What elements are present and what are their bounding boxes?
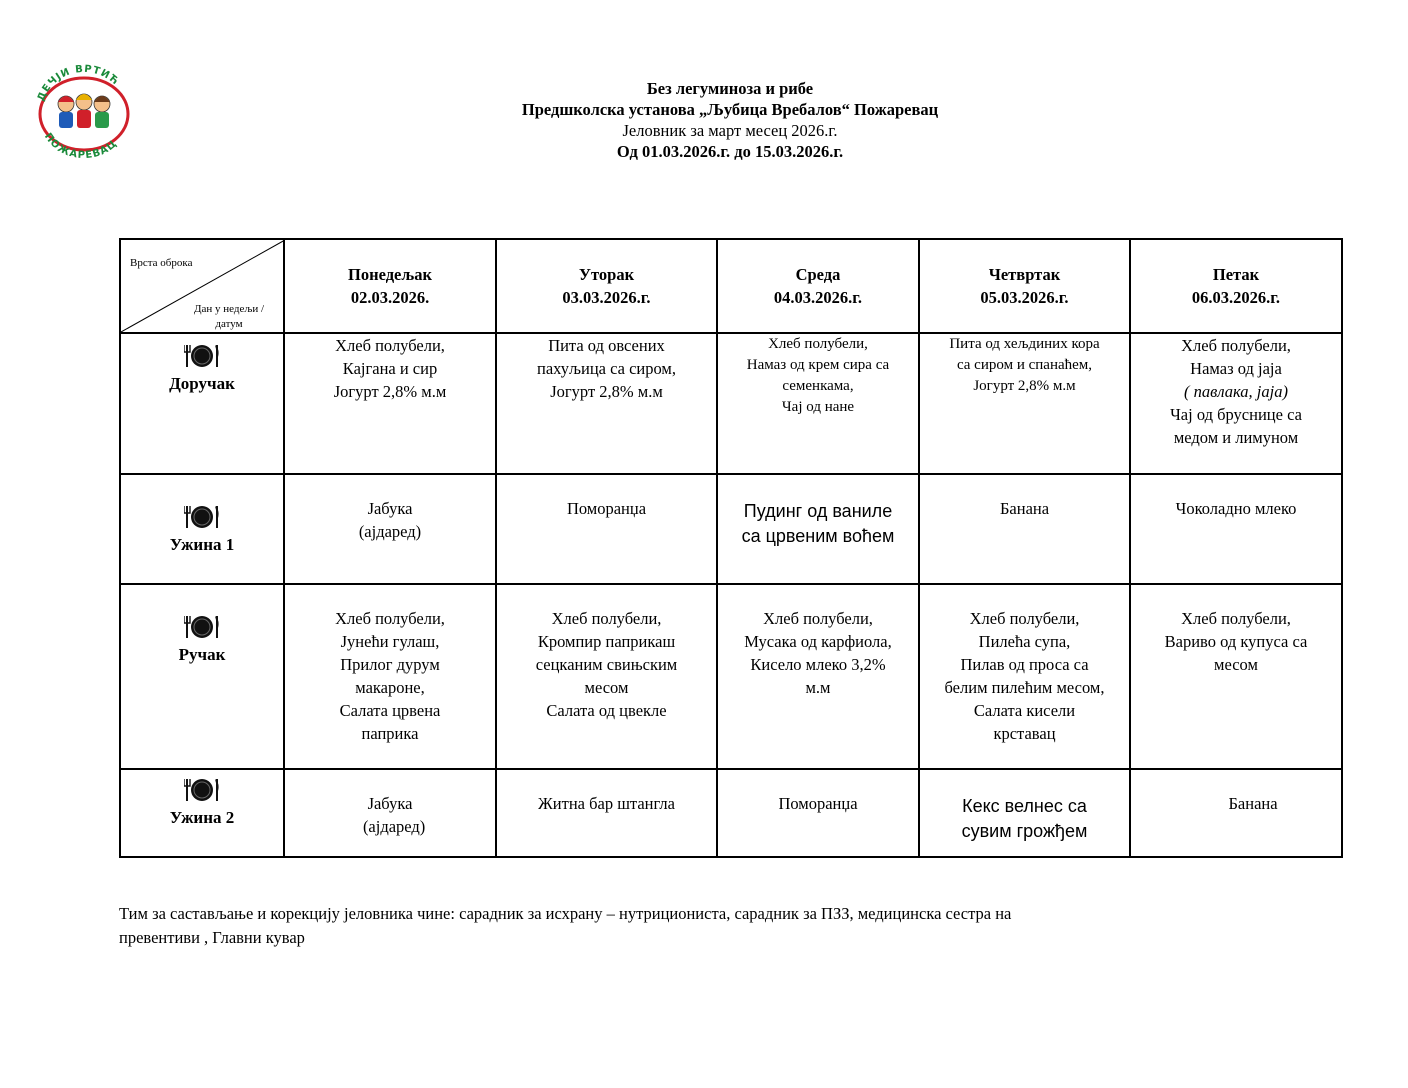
menu-item: сувим грожђем [961,821,1088,841]
menu-item: (ајдаред) [354,817,426,836]
meal-label-cell [120,584,284,769]
menu-item: макароне, [355,678,425,697]
menu-item: Поморанџа [778,794,858,813]
meal-name: Ужина 1 [169,535,235,554]
menu-item: Поморанџа [566,499,647,518]
menu-item: сецканим свињским [535,655,678,674]
day-header [284,239,496,333]
plate-cutlery-icon [184,342,220,370]
day-header [496,239,717,333]
meal-row-breakfast [120,333,1342,474]
kindergarten-logo [28,62,140,160]
menu-item: Салата од цвекле [546,701,667,720]
menu-item: (ајдаред) [358,522,422,541]
menu-item: Хлеб полубели, [1181,609,1291,628]
menu-item: Пудинг од ваниле [743,501,893,521]
menu-item: паприка [361,724,419,743]
menu-item: Чај од бруснице са [1170,405,1302,424]
day-date: 05.03.2026.г. [980,288,1069,307]
document-header [300,78,1160,162]
menu-item: пахуљица са сиром, [536,359,676,378]
logo-bottom-text: ПОЖАРЕВАЦ [41,131,120,160]
day-header [717,239,919,333]
menu-item: Кисело млеко 3,2% [750,655,886,674]
menu-item: Вариво од купуса са [1164,632,1308,651]
plate-cutlery-icon [184,776,220,804]
menu-item: Хлеб полубели, [969,609,1080,628]
corner-cell [120,239,284,333]
plate-cutlery-icon [184,503,220,531]
menu-item: Јабука [367,499,413,518]
menu-item: Мусака од карфиола, [744,632,892,651]
day-name: Понедељак [348,265,432,284]
day-header [1130,239,1342,333]
menu-item: Хлеб полубели, [551,609,662,628]
day-date: 02.03.2026. [350,288,430,307]
menu-cell [717,333,919,474]
menu-item: Јогурт 2,8% м.м [333,382,447,401]
menu-cell [1130,584,1342,769]
menu-cell [284,584,496,769]
menu-item: Кромпир паприкаш [537,632,676,651]
menu-item: Банана [999,499,1050,518]
menu-item: са сиром и спанаћем, [956,357,1093,373]
menu-item: Салата црвена [339,701,441,720]
day-date: 03.03.2026.г. [562,288,651,307]
menu-cell [284,333,496,474]
corner-meal-type-label: Врста оброка [130,257,193,269]
menu-item: Банана [1228,794,1278,813]
menu-item: медом и лимуном [1173,428,1299,447]
menu-cell [284,474,496,584]
meal-row-snack-2 [120,769,1342,857]
menu-cell [717,769,919,857]
corner-day-label: Дан у недељи / датум [193,303,265,330]
menu-item: Хлеб полубели, [768,336,868,352]
day-header [919,239,1130,333]
menu-item: Прилог дурум [340,655,440,674]
menu-item: Пилав од проса са [960,655,1089,674]
menu-item: Житна бар штангла [538,794,675,813]
meal-row-lunch [120,584,1342,769]
table-header-row [120,239,1342,333]
menu-item: белим пилећим месом, [944,678,1105,697]
menu-item: Јогурт 2,8% м.м [550,382,663,401]
menu-item: месом [584,678,629,697]
menu-cell [496,474,717,584]
menu-item: семенкама, [782,378,854,394]
svg-text:ПОЖАРЕВАЦ [42,131,120,160]
footer-line: превентиви , Главни кувар [119,928,305,947]
menu-cell [919,584,1130,769]
menu-item-note: ( павлака, јаја) [1184,382,1288,401]
day-date: 04.03.2026.г. [773,288,863,307]
meal-name: Ручак [178,645,226,664]
menu-cell [717,474,919,584]
menu-cell [1130,474,1342,584]
menu-item: Јунећи гулаш, [340,632,440,651]
meal-label-cell [120,769,284,857]
menu-item: Хлеб полубели, [1181,336,1291,355]
menu-item: Кајгана и сир [342,359,438,378]
menu-item: месом [1214,655,1258,674]
footer-line: Тим за састављање и корекцију јеловника чине: сарадник за исхрану – нутрициониста, сарадник за ПЗЗ, медицинска сестра на [119,904,1012,923]
header-menu-title: Јеловник за март месец 2026.г. [622,121,838,140]
meal-label-cell [120,474,284,584]
menu-cell [496,333,717,474]
menu-item: Јогурт 2,8% м.м [973,378,1076,394]
menu-item: са црвеним воћем [741,526,895,546]
logo-top-text: ДЕЧЈИ ВРТИЋ [35,63,122,103]
plate-cutlery-icon [184,613,220,641]
menu-item: Пита од овсених [548,336,665,355]
menu-cell [919,769,1130,857]
menu-cell [1130,333,1342,474]
menu-item: м.м [805,678,831,697]
day-name: Уторак [578,265,635,284]
menu-cell [284,769,496,857]
menu-cell [919,333,1130,474]
meal-name: Ужина 2 [169,808,235,827]
header-date-range: Од 01.03.2026.г. до 15.03.2026.г. [616,142,844,161]
menu-item: Кекс велнес са [962,796,1087,816]
menu-table [119,238,1343,858]
menu-item: Хлеб полубели, [335,336,445,355]
menu-item: Намаз од јаја [1190,359,1282,378]
menu-item: Хлеб полубели, [335,609,445,628]
menu-item: Пита од хељдиних кора [949,336,1100,352]
menu-item: Чоколадно млеко [1175,499,1297,518]
menu-item: Пилећа супа, [978,632,1071,651]
menu-cell [919,474,1130,584]
menu-item: Хлеб полубели, [763,609,873,628]
menu-item: Салата кисели [973,701,1076,720]
menu-cell [496,769,717,857]
menu-item: крставац [993,724,1056,743]
menu-cell [717,584,919,769]
meal-row-snack-1 [120,474,1342,584]
menu-item: Чај од нане [781,399,855,415]
header-institution: Предшколска установа „Љубица Вребалов“ Пожаревац [521,100,939,119]
menu-cell [496,584,717,769]
menu-item: Намаз од крем сира са [746,357,890,373]
meal-name: Доручак [169,374,235,393]
children-illustration [58,94,110,128]
menu-item: Јабука [367,794,413,813]
day-name: Петак [1212,265,1260,284]
day-name: Четвртак [988,265,1061,284]
day-name: Среда [795,265,841,284]
meal-label-cell [120,333,284,474]
day-date: 06.03.2026.г. [1191,288,1281,307]
footer-note [119,902,1259,950]
menu-cell [1130,769,1342,857]
header-restriction: Без легуминоза и рибе [646,79,814,98]
